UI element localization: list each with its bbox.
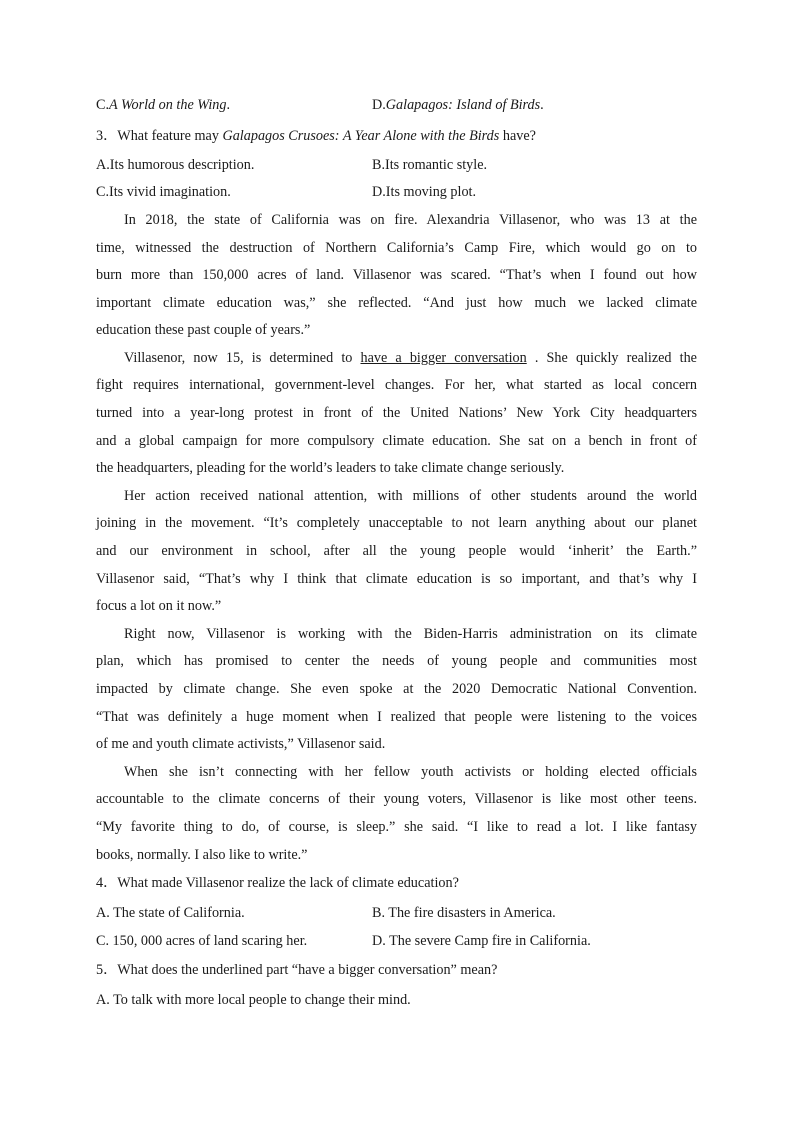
passage-line: impacted by climate change. She even spoke at the 2020 Democratic National Convention. xyxy=(96,681,697,697)
q5-option-a: A. To talk with more local people to change their mind. xyxy=(96,992,411,1008)
passage-line: burn more than 150,000 acres of land. Villasenor was scared. “That’s when I found out how xyxy=(96,267,697,283)
passage-line: focus a lot on it now.” xyxy=(96,598,222,614)
passage-line: “That was definitely a huge moment when I realized that people were listening to the voices xyxy=(96,709,697,725)
passage-line: of me and youth climate activists,” Villasenor said. xyxy=(96,736,386,752)
passage-line: Right now, Villasenor is working with the Biden-Harris administration on its climate xyxy=(124,626,697,642)
passage-line: accountable to the climate concerns of their young voters, Villasenor is like most other teens. xyxy=(96,791,697,807)
q4-option-c: C. 150, 000 acres of land scaring her. xyxy=(96,933,308,949)
q3-options-row-1 xyxy=(96,156,697,174)
passage-line: fight requires international, government-level changes. For her, what started as local concern xyxy=(96,377,697,393)
passage-line: and a global campaign for more compulsory climate education. She sat on a bench in front of xyxy=(96,433,697,449)
q3-options-row-2 xyxy=(96,183,697,201)
q4-option-a: A. The state of California. xyxy=(96,905,245,921)
q3-option-a: A.Its humorous description. xyxy=(96,157,255,173)
q5-stem: 5．What does the underlined part “have a bigger conversation” mean? xyxy=(96,962,498,978)
passage-line-with-underline: Villasenor, now 15, is determined to have a bigger conversation . She quickly realized the xyxy=(124,350,697,366)
q2-options-row xyxy=(96,96,697,114)
passage-line: In 2018, the state of California was on fire. Alexandria Villasenor, who was 13 at the xyxy=(124,212,697,228)
q4-options-row-2 xyxy=(96,932,697,950)
q3-option-b: B.Its romantic style. xyxy=(372,157,488,173)
q4-stem: 4．What made Villasenor realize the lack of climate education? xyxy=(96,875,459,891)
q3-option-d: D.Its moving plot. xyxy=(372,184,477,200)
passage-line: turned into a year-long protest in front of the United Nations’ New York City headquarters xyxy=(96,405,697,421)
passage-line: “My favorite thing to do, of course, is sleep.” she said. “I like to read a lot. I like fantasy xyxy=(96,819,697,835)
q4-option-d: D. The severe Camp fire in California. xyxy=(372,933,591,949)
passage-line: education these past couple of years.” xyxy=(96,322,311,338)
q4-options-row-1 xyxy=(96,904,697,922)
passage-line: books, normally. I also like to write.” xyxy=(96,847,308,863)
passage-line: When she isn’t connecting with her fellow youth activists or holding elected officials xyxy=(124,764,697,780)
underlined-phrase: have a bigger conversation xyxy=(360,350,527,366)
passage-line: joining in the movement. “It’s completely unacceptable to not learn anything about our planet xyxy=(96,515,697,531)
passage-line: time, witnessed the destruction of Northern California’s Camp Fire, which would go on to xyxy=(96,240,697,256)
q2-option-c: C.A World on the Wing. xyxy=(96,97,231,113)
q4-option-b: B. The fire disasters in America. xyxy=(372,905,556,921)
passage-line: and our environment in school, after all the young people would ‘inherit’ the Earth.” xyxy=(96,543,697,559)
passage-line: the headquarters, pleading for the world’s leaders to take climate change seriously. xyxy=(96,460,565,476)
passage-line: important climate education was,” she reflected. “And just how much we lacked climate xyxy=(96,295,697,311)
q2-option-d: D.Galapagos: Island of Birds. xyxy=(372,97,544,113)
passage-line: plan, which has promised to center the needs of young people and communities most xyxy=(96,653,697,669)
q3-stem: 3．What feature may Galapagos Crusoes: A Year Alone with the Birds have? xyxy=(96,128,536,144)
passage-line: Her action received national attention, with millions of other students around the world xyxy=(124,488,697,504)
q3-option-c: C.Its vivid imagination. xyxy=(96,184,231,200)
passage-line: Villasenor said, “That’s why I think that climate education is so important, and that’s why I xyxy=(96,571,697,587)
